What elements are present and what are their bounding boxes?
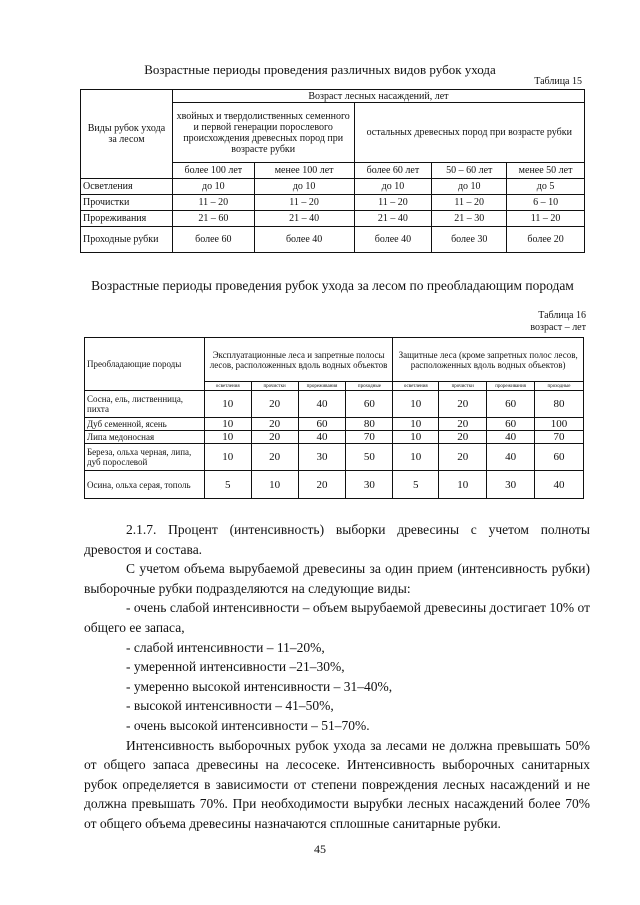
list-item: - слабой интенсивности – 11–20%, — [126, 639, 325, 655]
cell: 21 – 40 — [354, 211, 432, 227]
body-text — [84, 520, 590, 834]
cell: более 40 — [254, 227, 354, 253]
table-row — [81, 211, 585, 227]
list-item: - очень высокой интенсивности – 51–70%. — [126, 717, 370, 733]
cell: 20 — [251, 391, 298, 418]
cell: 5 — [393, 471, 439, 499]
table15-subheader: менее 50 лет — [507, 163, 585, 179]
table16-title: Возрастные периоды проведения рубок ухода за лесом по преобладающим породам — [91, 278, 574, 293]
row-name: Проходные рубки — [81, 227, 173, 253]
cell: 5 — [204, 471, 251, 499]
cell: 60 — [535, 444, 584, 471]
table15-subheader: менее 100 лет — [254, 163, 354, 179]
table-row — [85, 471, 584, 499]
table16-subheader: прочистки — [251, 382, 298, 391]
table-row — [85, 431, 584, 444]
section-heading: 2.1.7. Процент (интенсивность) выборки древесины с учетом полноты древостоя и состава. — [84, 522, 590, 557]
cell: 20 — [298, 471, 346, 499]
list-item: - умеренно высокой интенсивности – 31–40%, — [126, 678, 393, 694]
cell: более 40 — [354, 227, 432, 253]
table15-group1: хвойных и твердолиственных семенного и первой генерации порослевого происхождения древесных пород при возрасте рубки — [172, 103, 354, 163]
cell: 10 — [393, 444, 439, 471]
list-item: - высокой интенсивности – 41–50%, — [126, 698, 334, 714]
table16-row-header: Преобладающие породы — [85, 338, 205, 391]
cell: 6 – 10 — [507, 195, 585, 211]
table15-label: Таблица 15 — [534, 76, 582, 87]
row-name: Береза, ольха черная, липа, дуб порослевой — [85, 444, 205, 471]
table15-row-header: Виды рубок ухода за лесом — [81, 90, 173, 179]
table16 — [84, 337, 584, 499]
cell: до 5 — [507, 179, 585, 195]
cell: 11 – 20 — [432, 195, 507, 211]
cell: 20 — [251, 431, 298, 444]
page-number: 45 — [314, 842, 326, 856]
cell: до 10 — [354, 179, 432, 195]
cell: 10 — [393, 418, 439, 431]
row-name: Прореживания — [81, 211, 173, 227]
table15-age-header: Возраст лесных насаждений, лет — [172, 90, 584, 103]
cell: 10 — [251, 471, 298, 499]
table-row — [85, 391, 584, 418]
cell: 11 – 20 — [254, 195, 354, 211]
cell: 10 — [204, 431, 251, 444]
cell: до 10 — [254, 179, 354, 195]
table15-subheader: 50 – 60 лет — [432, 163, 507, 179]
cell: более 60 — [172, 227, 254, 253]
paragraph-final: Интенсивность выборочных рубок ухода за лесами не должна превышать 50% от общего запаса древесины на лесосеке. Интенсивность выборочных санитарных рубок определяется в зависимости от степени повреждения лесных насаждений и не должна превышать 70%. При необходимости вырубки лесных насаждений более 70% от общего объема древесины назначаются сплошные санитарные рубки. — [84, 737, 590, 831]
table15-subheader: более 60 лет — [354, 163, 432, 179]
cell: 11 – 20 — [507, 211, 585, 227]
table16-group2: Защитные леса (кроме запретных полос лесов, расположенных вдоль водных объектов) — [393, 338, 584, 382]
cell: 60 — [487, 418, 535, 431]
table15 — [80, 89, 585, 253]
table16-subheader: прореживания — [298, 382, 346, 391]
cell: 50 — [346, 444, 393, 471]
cell: 30 — [487, 471, 535, 499]
cell: 20 — [251, 444, 298, 471]
cell: 40 — [487, 431, 535, 444]
cell: 60 — [298, 418, 346, 431]
list-item: - очень слабой интенсивности – объем вырубаемой древесины достигает 10% от общего ее запаса, — [84, 600, 590, 635]
cell: 10 — [439, 471, 487, 499]
cell: до 10 — [432, 179, 507, 195]
table15-group2: остальных древесных пород при возрасте рубки — [354, 103, 584, 163]
row-name: Осина, ольха серая, тополь — [85, 471, 205, 499]
table16-group1: Эксплуатационные леса и запретные полосы лесов, расположенных вдоль водных объектов — [204, 338, 393, 382]
cell: 20 — [439, 391, 487, 418]
cell: более 20 — [507, 227, 585, 253]
cell: 80 — [346, 418, 393, 431]
cell: 20 — [251, 418, 298, 431]
table16-subheader: проходные — [535, 382, 584, 391]
table16-label: Таблица 16 — [538, 310, 586, 321]
cell: 60 — [346, 391, 393, 418]
cell: 40 — [487, 444, 535, 471]
cell: 20 — [439, 418, 487, 431]
cell: до 10 — [172, 179, 254, 195]
table-row — [81, 227, 585, 253]
cell: 21 – 40 — [254, 211, 354, 227]
cell: 70 — [346, 431, 393, 444]
cell: 11 – 20 — [172, 195, 254, 211]
table16-subheader: прочистки — [439, 382, 487, 391]
table15-title: Возрастные периоды проведения различных видов рубок ухода — [144, 62, 496, 77]
cell: 70 — [535, 431, 584, 444]
cell: 100 — [535, 418, 584, 431]
table16-label-block — [530, 310, 586, 334]
cell: 40 — [535, 471, 584, 499]
cell: 10 — [393, 431, 439, 444]
paragraph-intro: С учетом объема вырубаемой древесины за один прием (интенсивность рубки) выборочные рубки подразделяются на следующие виды: — [84, 561, 590, 596]
cell: 10 — [204, 391, 251, 418]
table-row — [81, 179, 585, 195]
cell: 21 – 30 — [432, 211, 507, 227]
cell: более 30 — [432, 227, 507, 253]
list-item: - умеренной интенсивности –21–30%, — [126, 659, 345, 675]
cell: 30 — [346, 471, 393, 499]
cell: 10 — [393, 391, 439, 418]
cell: 40 — [298, 431, 346, 444]
cell: 10 — [204, 418, 251, 431]
table16-subheader: проходные — [346, 382, 393, 391]
cell: 10 — [204, 444, 251, 471]
cell: 80 — [535, 391, 584, 418]
cell: 40 — [298, 391, 346, 418]
table-row — [81, 195, 585, 211]
table-row — [85, 418, 584, 431]
cell: 30 — [298, 444, 346, 471]
table16-unit: возраст – лет — [530, 322, 586, 333]
row-name: Осветления — [81, 179, 173, 195]
cell: 11 – 20 — [354, 195, 432, 211]
cell: 20 — [439, 431, 487, 444]
cell: 60 — [487, 391, 535, 418]
row-name: Липа медоносная — [85, 431, 205, 444]
table16-subheader: прореживания — [487, 382, 535, 391]
row-name: Прочистки — [81, 195, 173, 211]
table16-subheader: осветления — [393, 382, 439, 391]
cell: 20 — [439, 444, 487, 471]
table16-subheader: осветления — [204, 382, 251, 391]
table-row — [85, 444, 584, 471]
row-name: Сосна, ель, лиственница, пихта — [85, 391, 205, 418]
row-name: Дуб семенной, ясень — [85, 418, 205, 431]
cell: 21 – 60 — [172, 211, 254, 227]
table15-subheader: более 100 лет — [172, 163, 254, 179]
